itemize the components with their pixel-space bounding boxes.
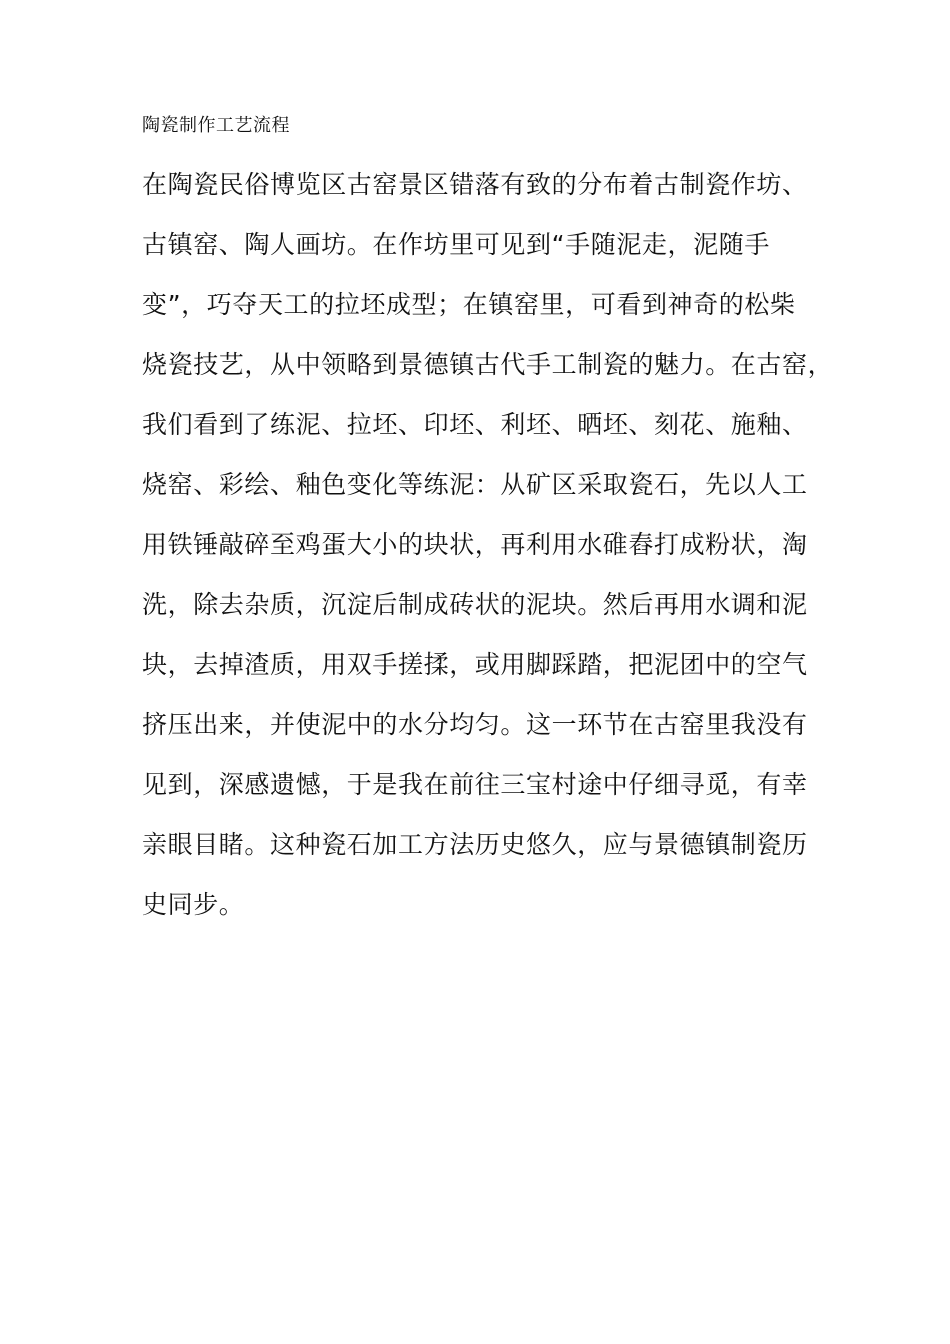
paragraph-line: 亲眼目睹。这种瓷石加工方法历史悠久，应与景德镇制瓷历 (142, 830, 808, 859)
paragraph-line: 见到，深感遗憾，于是我在前往三宝村途中仔细寻觅，有幸 (142, 770, 808, 799)
body-paragraph (142, 164, 832, 944)
document-title: 陶瓷制作工艺流程 (142, 115, 290, 136)
paragraph-line: 洗，除去杂质，沉淀后制成砖状的泥块。然后再用水调和泥 (142, 590, 808, 619)
paragraph-line: 史同步。 (142, 890, 245, 919)
paragraph-line: 我们看到了练泥、拉坯、印坯、利坯、晒坯、刻花、施釉、 (142, 410, 808, 439)
paragraph-line: 烧瓷技艺，从中领略到景德镇古代手工制瓷的魅力。在古窑， (142, 350, 834, 379)
paragraph-line: 烧窑、彩绘、釉色变化等练泥：从矿区采取瓷石，先以人工 (142, 470, 808, 499)
paragraph-line: 古镇窑、陶人画坊。在作坊里可见到“手随泥走，泥随手 (142, 230, 770, 259)
paragraph-line: 挤压出来，并使泥中的水分均匀。这一环节在古窑里我没有 (142, 710, 808, 739)
paragraph-line: 块，去掉渣质，用双手搓揉，或用脚踩踏，把泥团中的空气 (142, 650, 808, 679)
paragraph-line: 在陶瓷民俗博览区古窑景区错落有致的分布着古制瓷作坊、 (142, 170, 808, 199)
paragraph-line: 用铁锤敲碎至鸡蛋大小的块状，再利用水碓舂打成粉状，淘 (142, 530, 808, 559)
paragraph-line: 变”，巧夺天工的拉坯成型；在镇窑里，可看到神奇的松柴 (142, 290, 796, 319)
